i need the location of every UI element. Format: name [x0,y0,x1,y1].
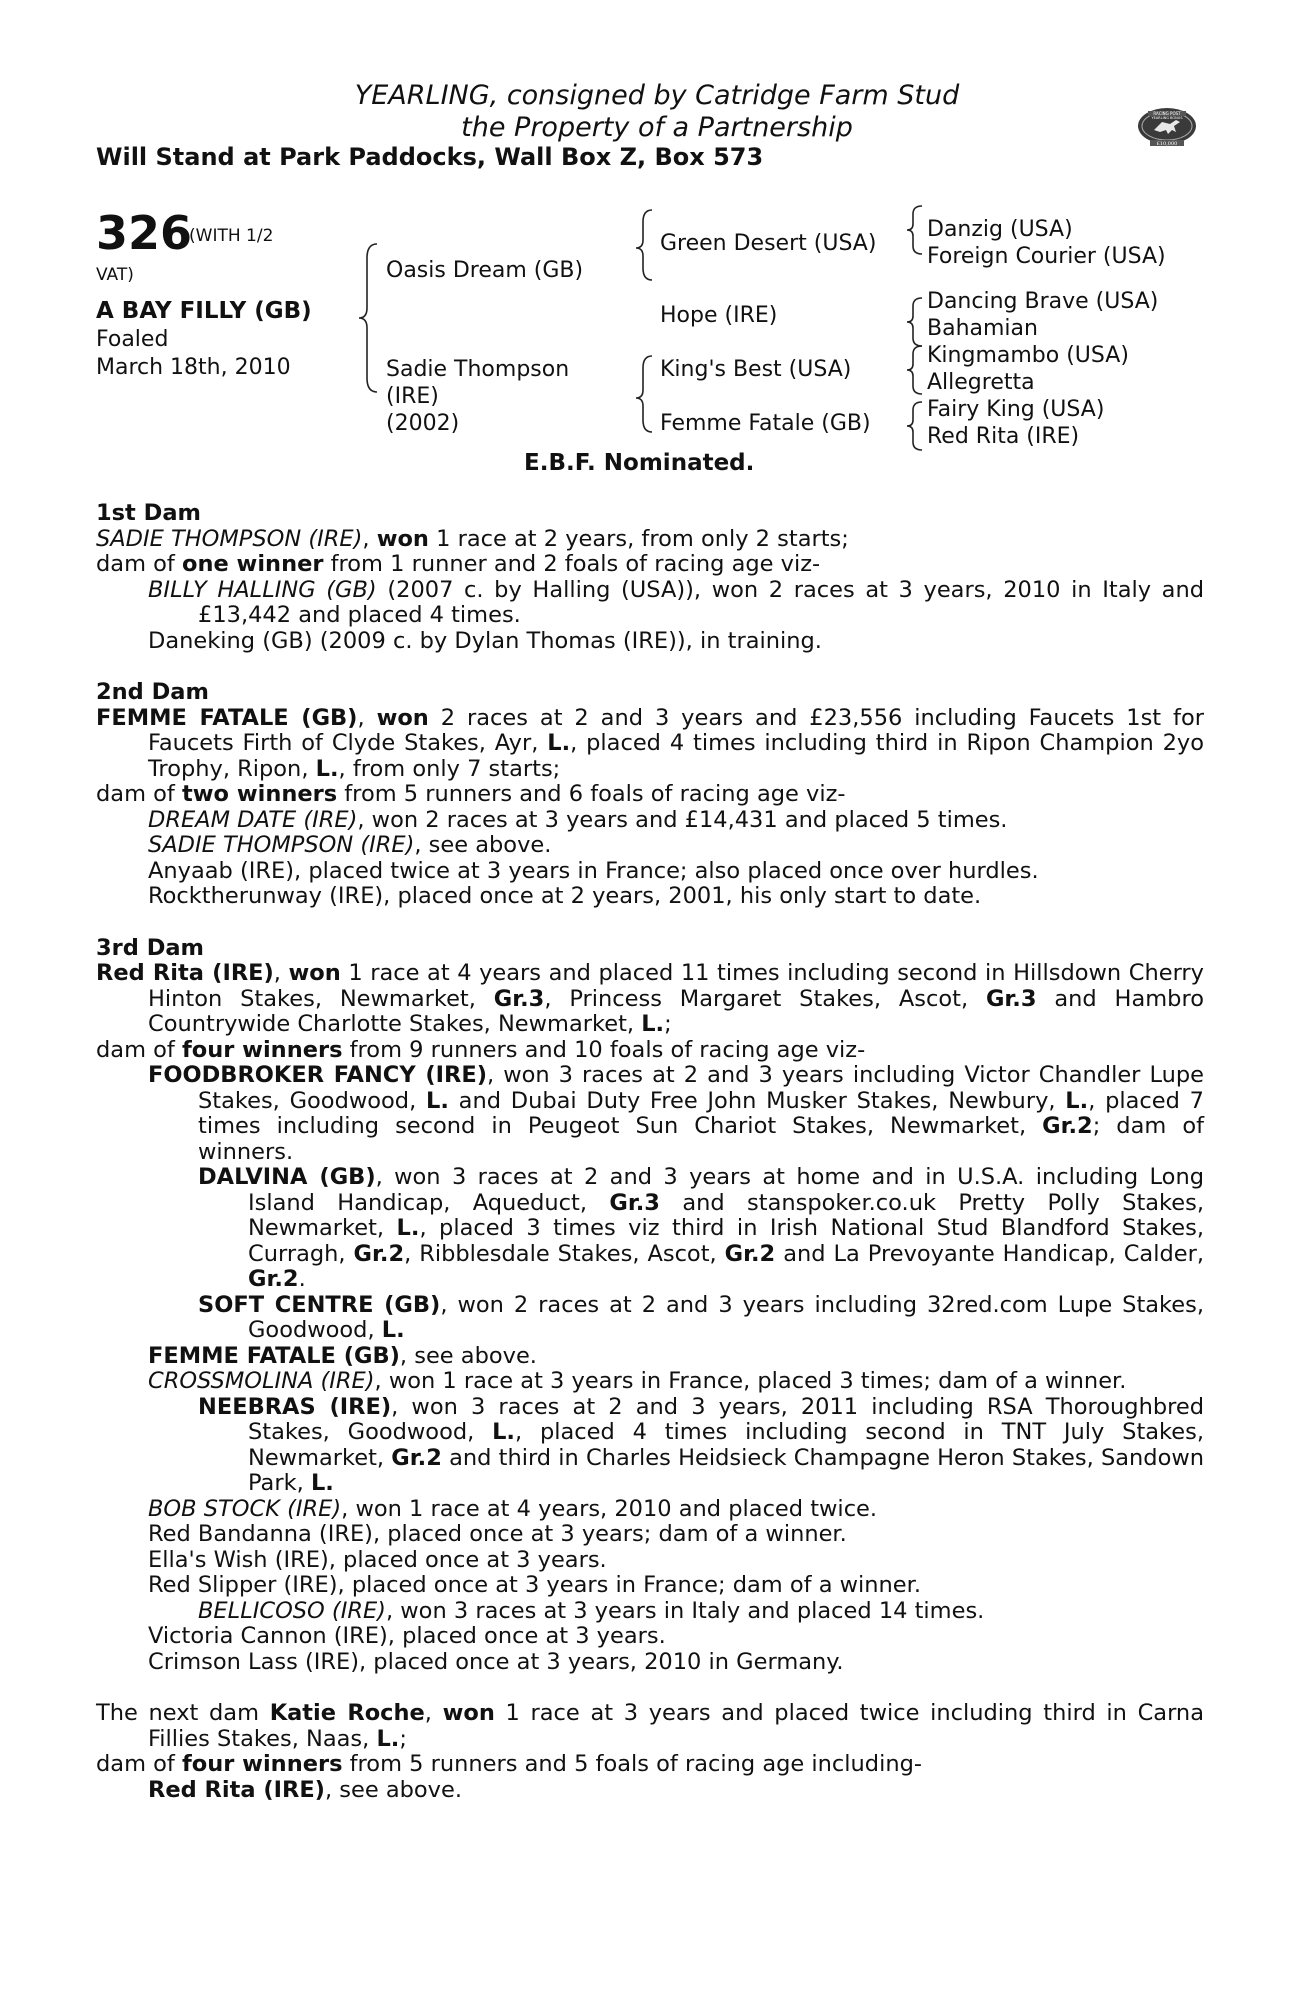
vat-note-2: VAT) [96,265,134,285]
progeny-entry: Victoria Cannon (IRE), placed once at 3 years. [148,1623,666,1649]
progeny-entry: Daneking (GB) (2009 c. by Dylan Thomas (IRE)), in training. [148,627,822,654]
dam-dam-dam: Red Rita (IRE) [927,424,1080,449]
dam-country: (IRE) [386,384,439,409]
pedigree-braces [0,0,1314,480]
first-dam-record: SADIE THOMPSON (IRE), won 1 race at 2 years, from only 2 starts; [96,525,849,552]
progeny-entry: Red Bandanna (IRE), placed once at 3 years; dam of a winner. [148,1521,847,1547]
progeny-entry: FEMME FATALE (GB), see above. [148,1342,537,1369]
dam-sire: King's Best (USA) [660,357,852,382]
brace-gen3-4 [907,402,922,450]
property-line: the Property of a Partnership [461,112,853,143]
third-dam-record: Red Rita (IRE), won 1 race at 4 years and placed 11 times including second in Hillsdown Cherry Hinton Stakes, Newmarket, Gr.3, Princess Margaret Stakes, Ascot, Gr.3 and Hambro Countrywide Charlotte Stakes, Newmarket, L.; [96,960,1204,1037]
sire-dam-sire: Dancing Brave (USA) [927,289,1159,314]
progeny-entry: Ella's Wish (IRE), placed once at 3 years. [148,1546,607,1573]
dam-dam: Femme Fatale (GB) [660,411,871,436]
catalogue-body [96,501,1204,1803]
third-dam-heading: 3rd Dam [96,934,204,961]
sire-sire-sire: Danzig (USA) [927,217,1073,242]
progeny-entry: Rocktherunway (IRE), placed once at 2 years, 2001, his only start to date. [148,883,982,909]
first-dam-heading: 1st Dam [96,500,201,526]
next-dam-produce-summary: dam of four winners from 5 runners and 5 foals of racing age including- [96,1751,922,1777]
brace-gen3-1 [907,206,922,254]
first-dam-produce-summary: dam of one winner from 1 runner and 2 foals of racing age viz- [96,551,821,577]
sire-sire: Green Desert (USA) [660,231,877,256]
progeny-entry: Red Slipper (IRE), placed once at 3 years in France; dam of a winner. [148,1572,921,1598]
sire-dam: Hope (IRE) [660,303,778,328]
progeny-entry: Red Rita (IRE), see above. [148,1776,462,1803]
lot-title: A BAY FILLY (GB) [96,298,312,324]
grand-progeny-entry: DALVINA (GB), won 3 races at 2 and 3 years at home and in U.S.A. including Long Island Handicap, Aqueduct, Gr.3 and stanspoker.co.uk Pretty Polly Stakes, Newmarket, L., placed 3 times viz third in Irish National Stud Blandford Stakes, Curragh, Gr.2, Ribblesdale Stakes, Ascot, Gr.2 and La Prevoyante Handicap, Calder, Gr.2. [198,1164,1204,1292]
progeny-entry: FOODBROKER FANCY (IRE), won 3 races at 2 and 3 years including Victor Chandler Lupe Stakes, Goodwood, L. and Dubai Duty Free John Musker Stakes, Newbury, L., placed 7 times including second in Peugeot Sun Chariot Stakes, Newmarket, Gr.2; dam of winners. [148,1062,1205,1165]
badge-top-text: RACING POST [1153,111,1181,116]
grand-progeny-entry: BELLICOSO (IRE), won 3 races at 3 years in Italy and placed 14 times. [198,1597,985,1624]
next-dam-record: The next dam Katie Roche, won 1 race at 3 years and placed twice including third in Carna Fillies Stakes, Naas, L.; [96,1700,1204,1752]
brace-gen2-dam [636,356,652,432]
dam-year: (2002) [386,411,460,436]
brace-gen3-3 [907,346,922,394]
second-dam-produce-summary: dam of two winners from 5 runners and 6 foals of racing age viz- [96,781,846,807]
grand-progeny-entry: SOFT CENTRE (GB), won 2 races at 2 and 3 years including 32red.com Lupe Stakes, Goodwood, L. [198,1291,1204,1343]
stand-location: Will Stand at Park Paddocks, Wall Box Z, Box 573 [96,143,764,171]
dam-sire-sire: Kingmambo (USA) [927,343,1129,368]
foaled-date: March 18th, 2010 [96,355,291,380]
sire-sire-dam: Foreign Courier (USA) [927,244,1166,269]
progeny-entry: Crimson Lass (IRE), placed once at 3 years, 2010 in Germany. [148,1648,844,1675]
progeny-entry: BOB STOCK (IRE), won 1 race at 4 years, 2010 and placed twice. [148,1495,878,1522]
grand-progeny-entry: NEEBRAS (IRE), won 3 races at 2 and 3 years, 2011 including RSA Thoroughbred Stakes, Goodwood, L., placed 4 times including second in TNT July Stakes, Newmarket, Gr.2 and third in Charles Heidsieck Champagne Heron Stakes, Sandown Park, L. [198,1393,1204,1496]
foaled-label: Foaled [96,327,169,352]
sire-name: Oasis Dream (GB) [386,258,584,283]
progeny-entry: Anyaab (IRE), placed twice at 3 years in France; also placed once over hurdles. [148,857,1039,884]
progeny-entry: BILLY HALLING (GB) (2007 c. by Halling (USA)), won 2 races at 3 years, 2010 in Italy and £13,442 and placed 4 times. [148,576,1205,628]
consignor-line: YEARLING, consigned by Catridge Farm Stud [354,80,960,111]
brace-gen1 [359,244,377,392]
brace-gen3-2 [907,298,922,346]
badge-amount-text: £10,000 [1156,141,1178,147]
second-dam-heading: 2nd Dam [96,679,209,705]
progeny-entry: CROSSMOLINA (IRE), won 1 race at 3 years in France, placed 3 times; dam of a winner. [148,1368,1127,1394]
second-dam-record: FEMME FATALE (GB), won 2 races at 2 and 3 years and £23,556 including Faucets 1st for Faucets Firth of Clyde Stakes, Ayr, L., placed 4 times including third in Ripon Champion 2yo Trophy, Ripon, L., from only 7 starts; [96,704,1204,782]
dam-sire-dam: Allegretta [927,370,1035,395]
brace-gen2-sire [636,210,652,280]
sire-dam-dam: Bahamian [927,316,1038,341]
badge-mid-text: YEARLING BONUS [1151,116,1183,120]
progeny-entry: SADIE THOMPSON (IRE), see above. [148,832,552,858]
third-dam-produce-summary: dam of four winners from 9 runners and 10 foals of racing age viz- [96,1036,866,1063]
ebf-nominated: E.B.F. Nominated. [524,450,755,476]
progeny-entry: DREAM DATE (IRE), won 2 races at 3 years and £14,431 and placed 5 times. [148,806,1008,833]
dam-name: Sadie Thompson [386,357,570,382]
dam-dam-sire: Fairy King (USA) [927,397,1105,422]
vat-note-1: (WITH 1/2 [189,226,274,246]
lot-number: 326 [96,206,193,260]
